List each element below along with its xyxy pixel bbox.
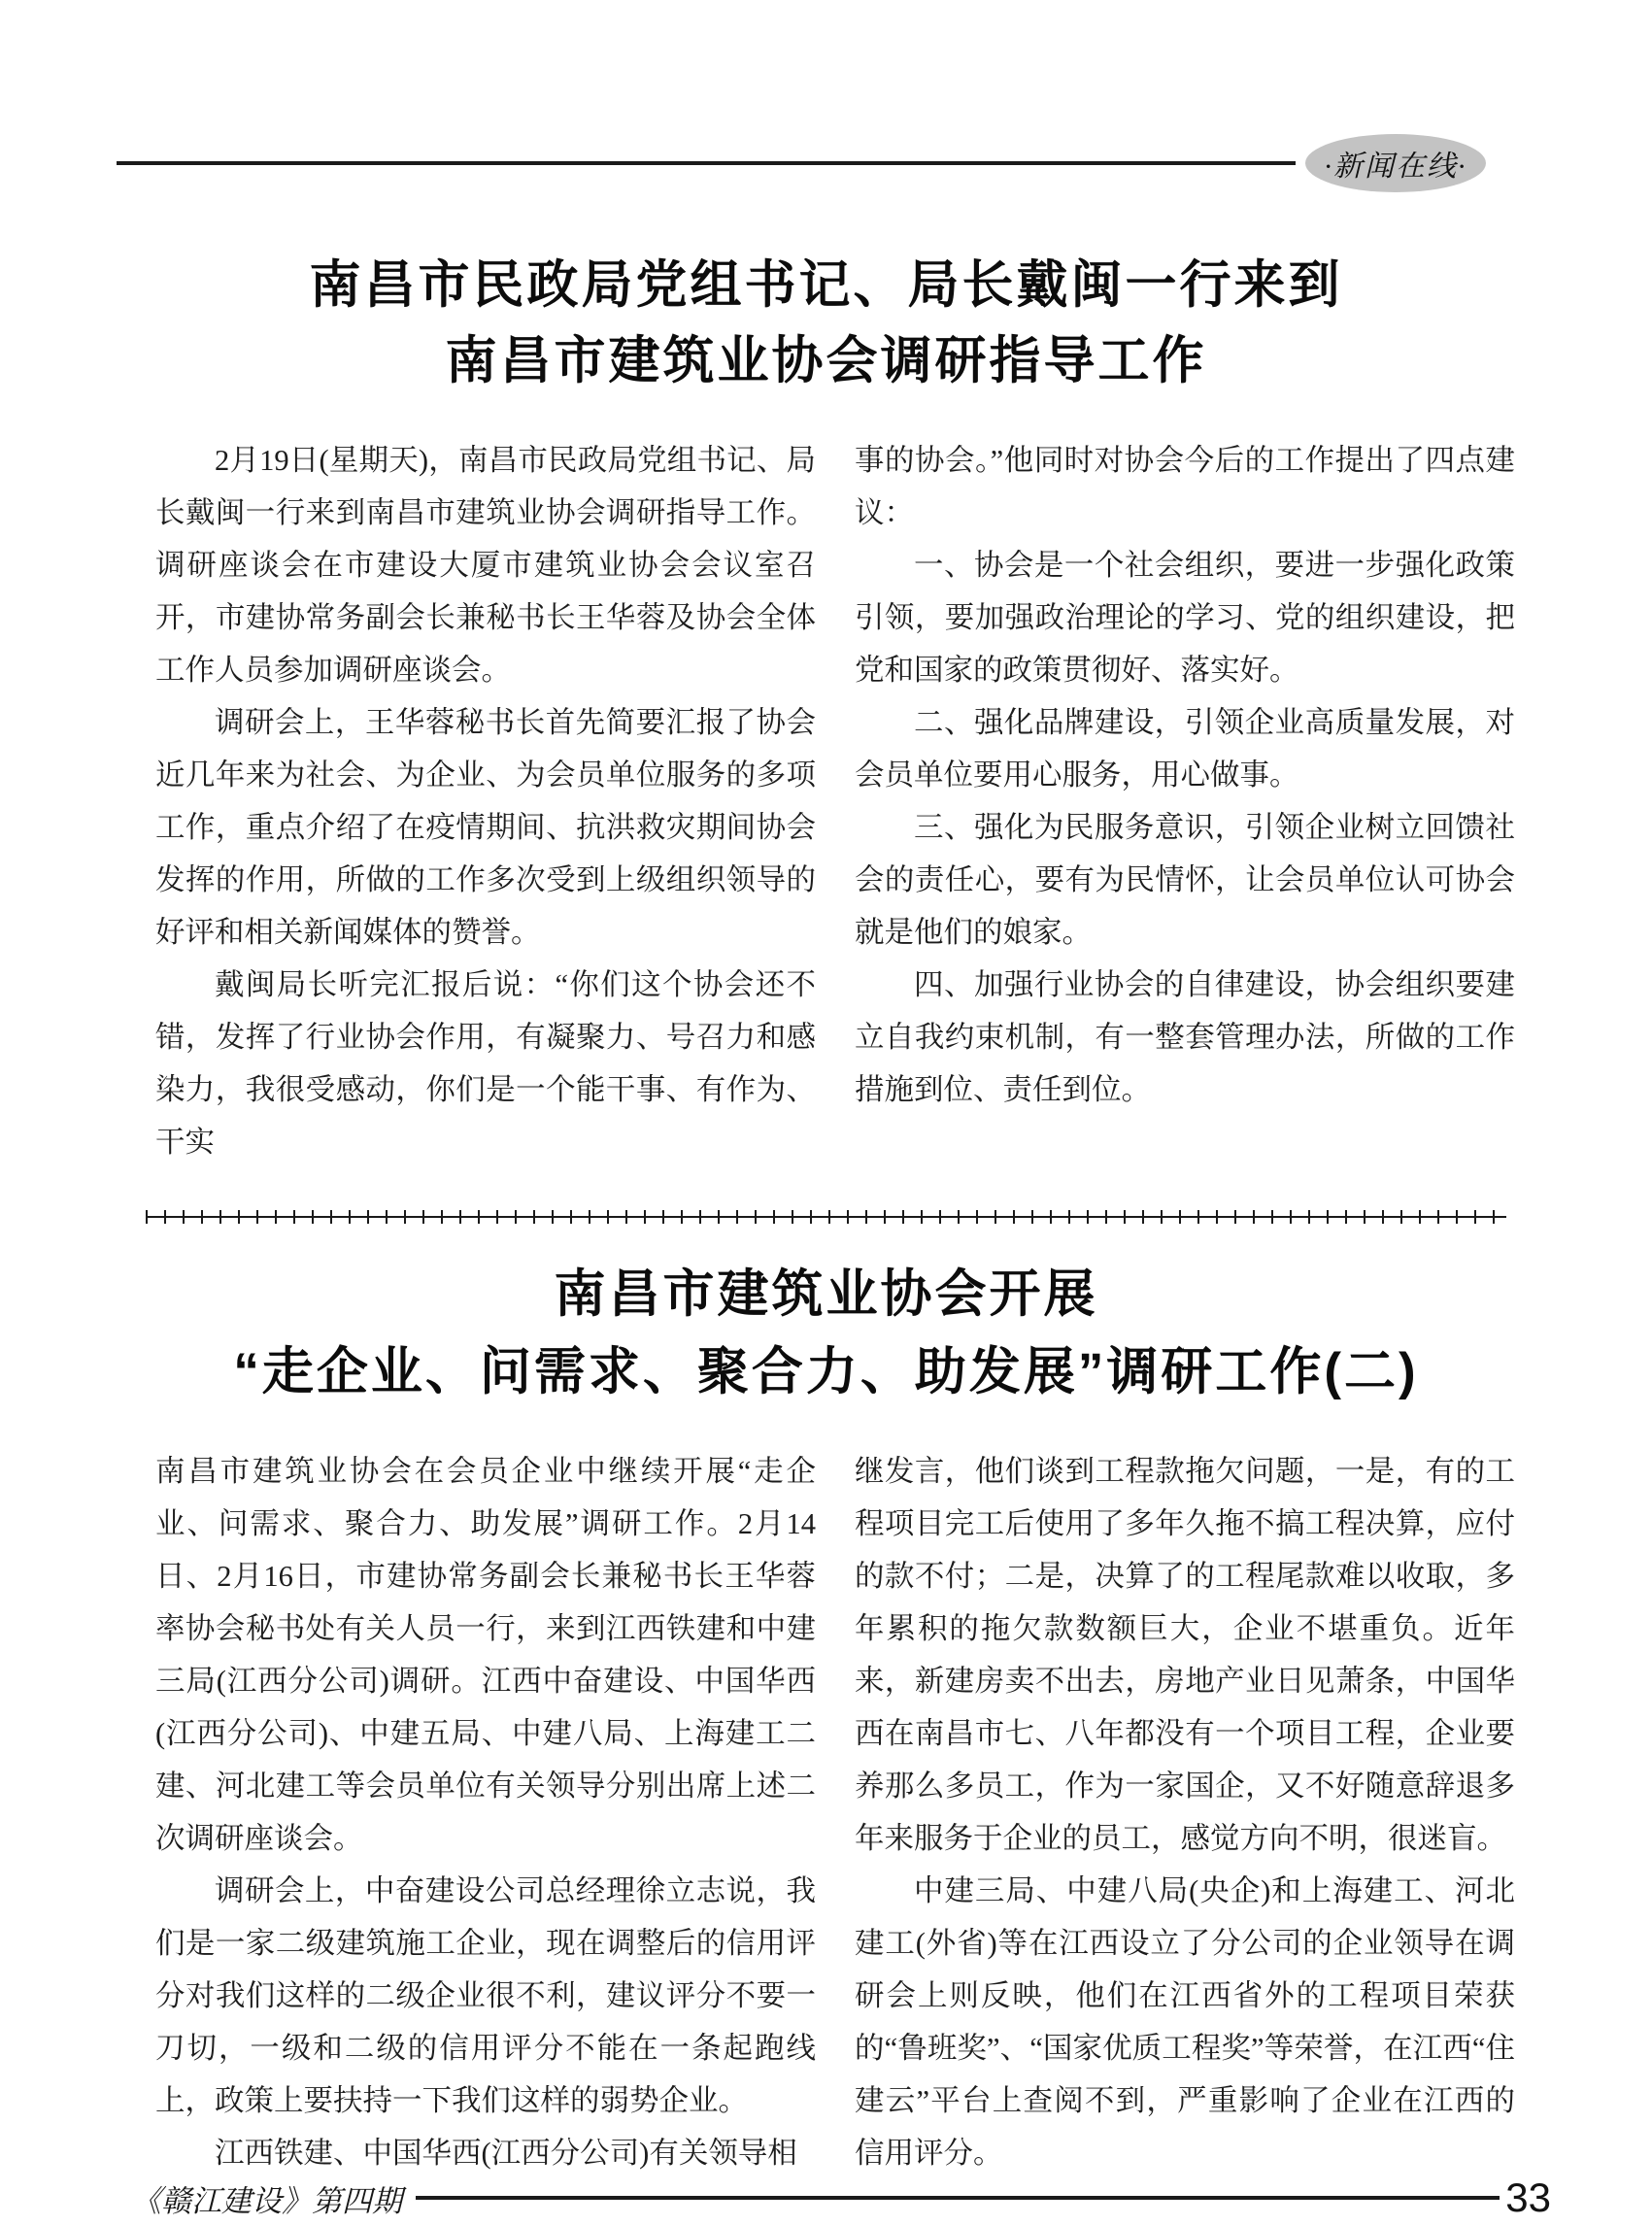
header-rule	[117, 161, 1296, 165]
page-footer	[131, 2174, 1551, 2221]
paragraph: 一、协会是一个社会组织，要进一步强化政策引领，要加强政治理论的学习、党的组织建设，把党和国家的政策贯彻好、落实好。	[855, 548, 1515, 687]
article-1-left-column	[155, 434, 816, 1168]
article-2-left-column	[155, 1445, 816, 2179]
article-1-title-line1: 南昌市民政局党组书记、局长戴闽一行来到	[309, 256, 1343, 314]
paragraph: 调研会上，中奋建设公司总经理徐立志说，我们是一家二级建筑施工企业，现在调整后的信用评分对我们这样的二级企业很不利，建议评分不要一刀切，一级和二级的信用评分不能在一条起跑线上，政策上要扶持一下我们这样的弱势企业。	[155, 1874, 816, 2117]
paragraph: 继发言，他们谈到工程款拖欠问题，一是，有的工程项目完工后使用了多年久拖不搞工程决算，应付的款不付；二是，决算了的工程尾款难以收取，多年累积的拖欠款数额巨大，企业不堪重负。近年来，新建房卖不出去，房地产业日见萧条，中国华西在南昌市七、八年都没有一个项目工程，企业要养那么多员工，作为一家国企，又不好随意辞退多年来服务于企业的员工，感觉方向不明，很迷盲。	[855, 1455, 1515, 1855]
page-header	[117, 133, 1486, 193]
paragraph: 调研会上，王华蓉秘书长首先简要汇报了协会近几年来为社会、为企业、为会员单位服务的多项工作，重点介绍了在疫情期间、抗洪救灾期间协会发挥的作用，所做的工作多次受到上级组织领导的好评和相关新闻媒体的赞誉。	[155, 705, 816, 949]
paragraph: 三、强化为民服务意识，引领企业树立回馈社会的责任心，要有为民情怀，让会员单位认可协会就是他们的娘家。	[855, 810, 1515, 949]
article-1-body	[155, 434, 1515, 1168]
paragraph: 2月19日(星期天)，南昌市民政局党组书记、局长戴闽一行来到南昌市建筑业协会调研指导工作。调研座谈会在市建设大厦市建筑业协会会议室召开，市建协常务副会长兼秘书长王华蓉及协会全体工作人员参加调研座谈会。	[155, 443, 816, 687]
article-2-title-line1: 南昌市建筑业协会开展	[554, 1264, 1098, 1323]
article-2	[0, 1256, 1652, 2180]
article-1-title	[0, 248, 1652, 399]
article-2-title	[0, 1256, 1652, 1411]
article-1-title-line2: 南昌市建筑业协会调研指导工作	[445, 332, 1207, 389]
footer-page-number: 33	[1505, 2174, 1551, 2220]
paragraph: 江西铁建、中国华西(江西分公司)有关领导相	[215, 2137, 797, 2170]
paragraph: 中建三局、中建八局(央企)和上海建工、河北建工(外省)等在江西设立了分公司的企业领导在调研会上则反映，他们在江西省外的工程项目荣获的“鲁班奖”、“国家优质工程奖”等荣誉，在江西“住建云”平台上查阅不到，严重影响了企业在江西的信用评分。	[855, 1874, 1515, 2170]
footer-journal-label: 《赣江建设》第四期	[131, 2183, 402, 2218]
article-2-body	[155, 1445, 1515, 2179]
section-divider	[146, 1210, 1506, 1224]
paragraph: 四、加强行业协会的自律建设，协会组织要建立自我约束机制，有一整套管理办法，所做的工作措施到位、责任到位。	[855, 967, 1515, 1106]
paragraph: 二、强化品牌建设，引领企业高质量发展，对会员单位要用心服务，用心做事。	[855, 705, 1515, 792]
article-1	[0, 248, 1652, 1168]
paragraph: 南昌市建筑业协会在会员企业中继续开展“走企业、问需求、聚合力、助发展”调研工作。2月14日、2月16日，市建协常务副会长兼秘书长王华蓉率协会秘书处有关人员一行，来到江西铁建和中建三局(江西分公司)调研。江西中奋建设、中国华西(江西分公司)、中建五局、中建八局、上海建工二建、河北建工等会员单位有关领导分别出席上述二次调研座谈会。	[155, 1455, 816, 1855]
news-online-badge	[1305, 134, 1486, 192]
paragraph: 戴闽局长听完汇报后说：“你们这个协会还不错，发挥了行业协会作用，有凝聚力、号召力和感染力，我很受感动，你们是一个能干事、有作为、干实	[155, 967, 816, 1159]
article-2-title-line2: “走企业、问需求、聚合力、助发展”调研工作(二)	[233, 1342, 1419, 1400]
article-2-right-column	[855, 1445, 1515, 2179]
article-1-right-column	[855, 434, 1515, 1168]
news-online-badge-label: ·新闻在线·	[1324, 151, 1467, 183]
footer-rule	[416, 2196, 1500, 2200]
paragraph: 事的协会。”他同时对协会今后的工作提出了四点建议：	[855, 443, 1515, 529]
